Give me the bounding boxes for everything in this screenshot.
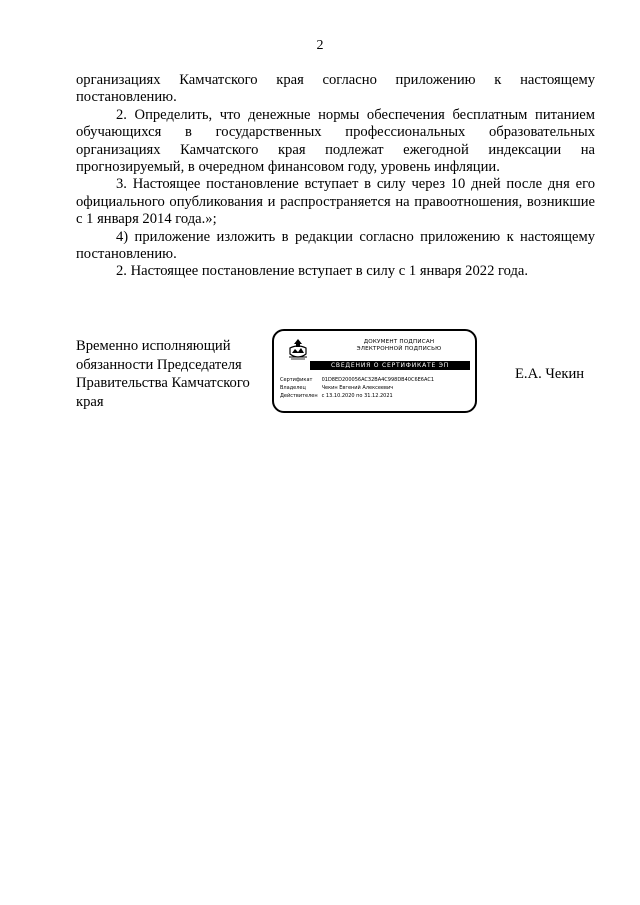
stamp-validity-label: Действителен xyxy=(280,393,318,399)
stamp-certificate-value: 01D8ED200056AC32BA4C998DB40C6E6AC1 xyxy=(321,377,434,383)
stamp-validity-value: с 13.10.2020 по 31.12.2021 xyxy=(321,393,393,399)
paragraph-item-3: 3. Настоящее постановление вступает в силу через 10 дней после дня его официального опубликования и распространяется на правоотношения, возникшие с 1 января 2014 года.»; xyxy=(76,176,595,228)
document-body xyxy=(76,72,595,281)
paragraph-item-2: 2. Определить, что денежные нормы обеспечения бесплатным питанием обучающихся в государственных профессиональных образовательных организациях Камчатского края подлежат ежегодной индексации на прогнозируемый, в очередном финансовом году, уровень инфляции. xyxy=(76,106,595,176)
stamp-certificate-row xyxy=(280,376,472,384)
paragraph-continuation: организациях Камчатского края согласно приложению к настоящему постановлению. xyxy=(76,72,595,106)
electronic-signature-stamp xyxy=(272,329,477,413)
signer-position-line: Временно исполняющий xyxy=(76,338,231,354)
signer-position-line: обязанности Председателя xyxy=(76,356,242,373)
signer-position-line: края xyxy=(76,393,104,410)
coat-of-arms-icon xyxy=(287,338,309,362)
paragraph-item-4: 4) приложение изложить в редакции согласно приложению к настоящему постановлению. xyxy=(76,228,595,263)
stamp-certificate-details xyxy=(280,376,472,400)
signer-position-line: Правительства Камчатского xyxy=(76,375,250,392)
paragraph-effective-date: 2. Настоящее постановление вступает в силу с 1 января 2022 года. xyxy=(116,263,529,280)
page-number: 2 xyxy=(316,38,324,53)
stamp-title-line: ДОКУМЕНТ ПОДПИСАН xyxy=(363,339,435,345)
stamp-validity-row xyxy=(280,392,472,400)
stamp-certificate-header: СВЕДЕНИЯ О СЕРТИФИКАТЕ ЭП xyxy=(310,361,470,370)
stamp-certificate-label: Сертификат xyxy=(280,377,313,383)
stamp-title xyxy=(334,339,464,353)
signer-name: Е.А. Чекин xyxy=(515,366,585,382)
stamp-owner-value: Чекин Евгений Алексеевич xyxy=(321,385,394,391)
stamp-title-line: ЭЛЕКТРОННОЙ ПОДПИСЬЮ xyxy=(356,346,442,352)
signer-position xyxy=(76,337,266,411)
stamp-owner-label: Владелец xyxy=(280,385,306,391)
stamp-owner-row xyxy=(280,384,472,392)
